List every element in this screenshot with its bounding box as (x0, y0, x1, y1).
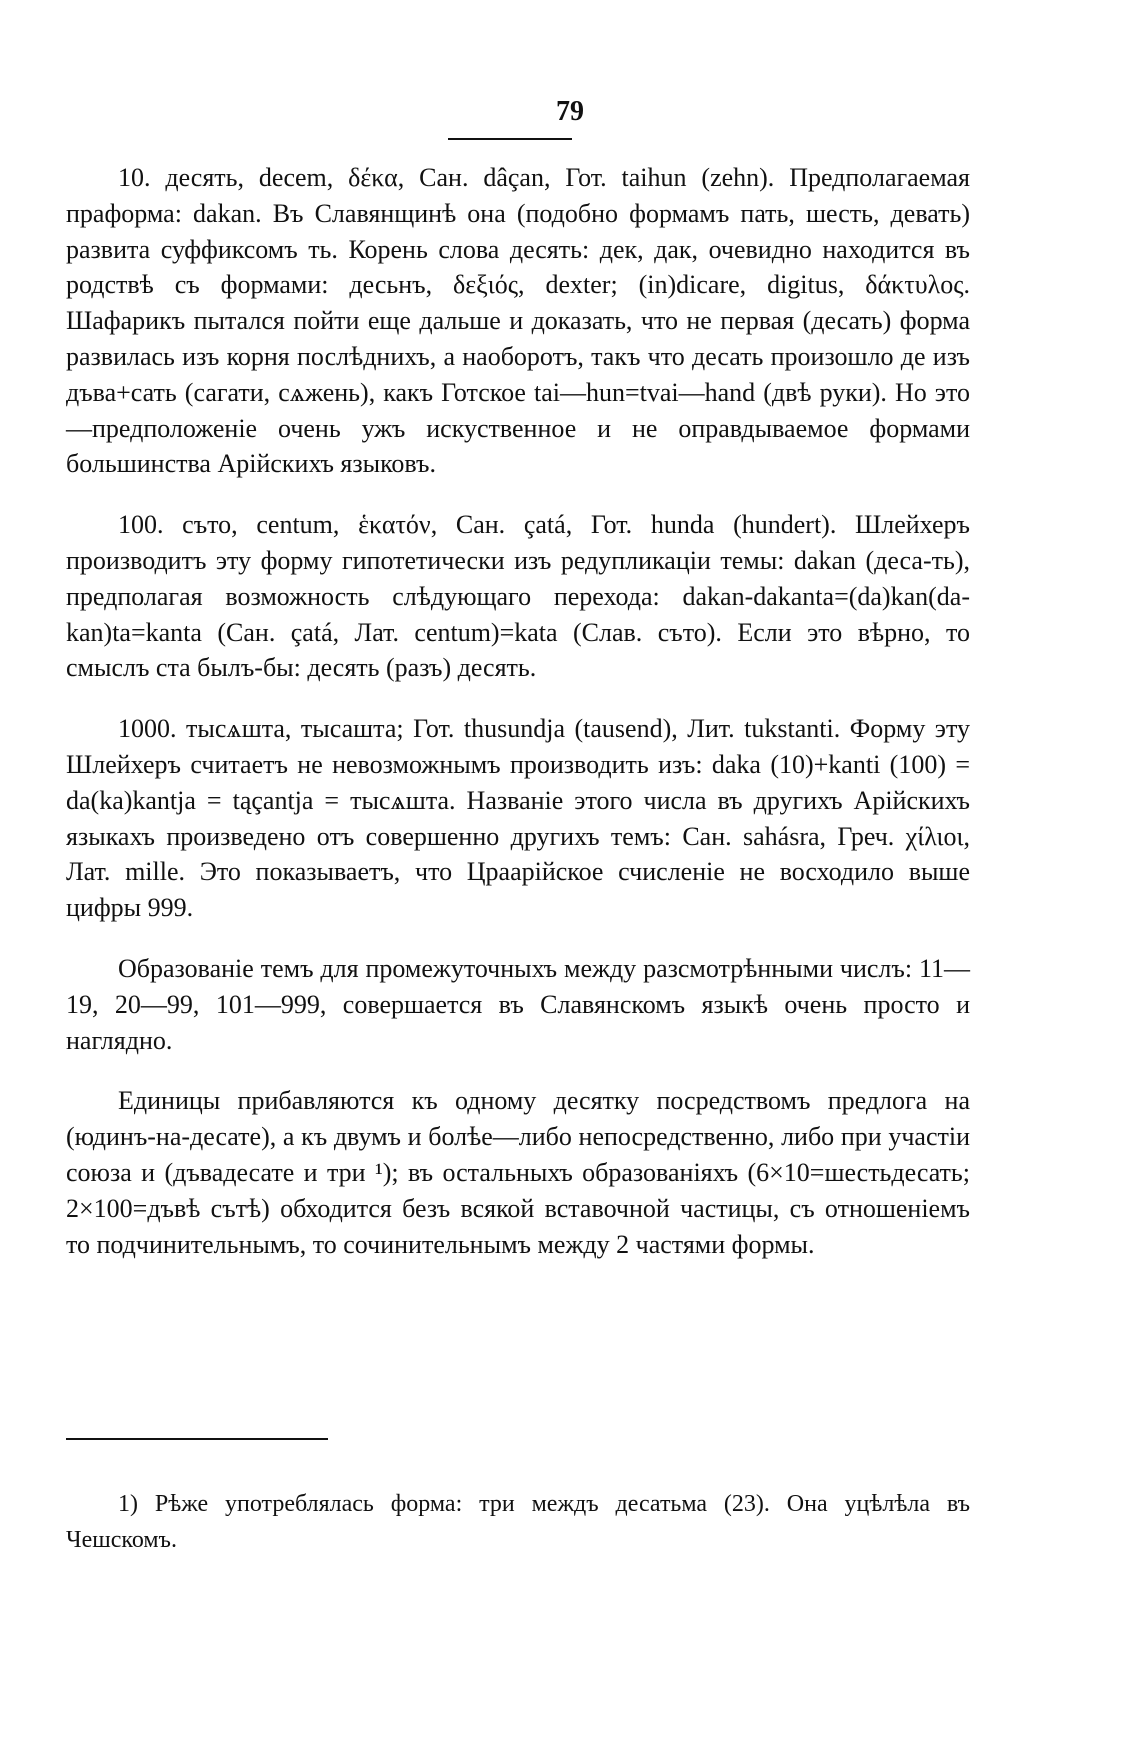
paragraph-hundred: 100. съто, centum, ἑκατόν, Сан. çatá, Гот. hunda (hundert). Шлейхеръ производитъ эту форму гипотетически изъ редупликаціи темы: dakan (деса-ть), предполагая возможность слѣдующаго перехода: dakan-dakanta=(da)kan(da-kan)ta=kanta (Сан. çatá, Лат. centum)=kata (Слав. съто). Если это вѣрно, то смыслъ ста былъ-бы: десять (разъ) десять. (66, 510, 970, 683)
paragraph-units: Единицы прибавляются къ одному десятку посредствомъ предлога на (юдинъ-на-десате), а къ двумъ и болѣе—либо непосредственно, либо при участіи союза и (дъвадесате и три ¹); въ остальныхъ образованіяхъ (6×10=шестьдесать; 2×100=дъвѣ сътѣ) обходится безъ всякой вставочной частицы, съ отношеніемъ то подчинительнымъ, то сочинительнымъ между 2 частями формы. (66, 1086, 970, 1259)
paragraph-thousand: 1000. тысѧшта, тысашта; Гот. thusundja (tausend), Лит. tukstanti. Форму эту Шлейхеръ считаетъ не невозможнымъ производить изъ: daka (10)+kanti (100) = da(ka)kantja = tąçantja = тысѧшта. Названіе этого числа въ другихъ Арійскихъ языкахъ произведено отъ совершенно другихъ темъ: Сан. sahásra, Греч. χίλιοι, Лат. mille. Это показываетъ, что Цраарійское счисленіе не восходило выше цифры 999. (66, 714, 970, 923)
paragraph-intermediate-numbers: Образованіе темъ для промежуточныхъ между разсмотрѣнными числъ: 11—19, 20—99, 101—999, совершается въ Славянскомъ языкѣ очень просто и наглядно. (66, 953, 970, 1055)
paragraph-ten: 10. десять, decem, δέκα, Сан. dâçan, Гот. taihun (zehn). Предполагаемая праформа: dakan. Въ Славянщинѣ она (подобно формамъ пать, шесть, девать) развита суффиксомъ ть. Корень слова десять: дек, дак, очевидно находится въ родствѣ съ формами: десьнъ, δεξιός, dexter; (in)dicare, digitus, δάκτυλος. Шафарикъ пытался пойти еще дальше и доказать, что не первая (десать) форма развилась изъ корня послѣднихъ, а наоборотъ, такъ что десать произошло де изъ дъва+сать (сагати, сѧжень), какъ Готское tai—hun=tvai—hand (двѣ руки). Но это—предположеніе очень ужъ искуственное и не оправдываемое формами большинства Арійскихъ языковъ. (66, 163, 970, 479)
page-number: 79 (556, 96, 584, 127)
page-number-rule (448, 138, 572, 140)
footnote-rule (66, 1438, 328, 1440)
body-text (66, 160, 970, 1262)
footnote: 1) Рѣже употреблялась форма: три междъ десатьма (23). Она уцѣлѣла въ Чешскомъ. (66, 1491, 970, 1553)
